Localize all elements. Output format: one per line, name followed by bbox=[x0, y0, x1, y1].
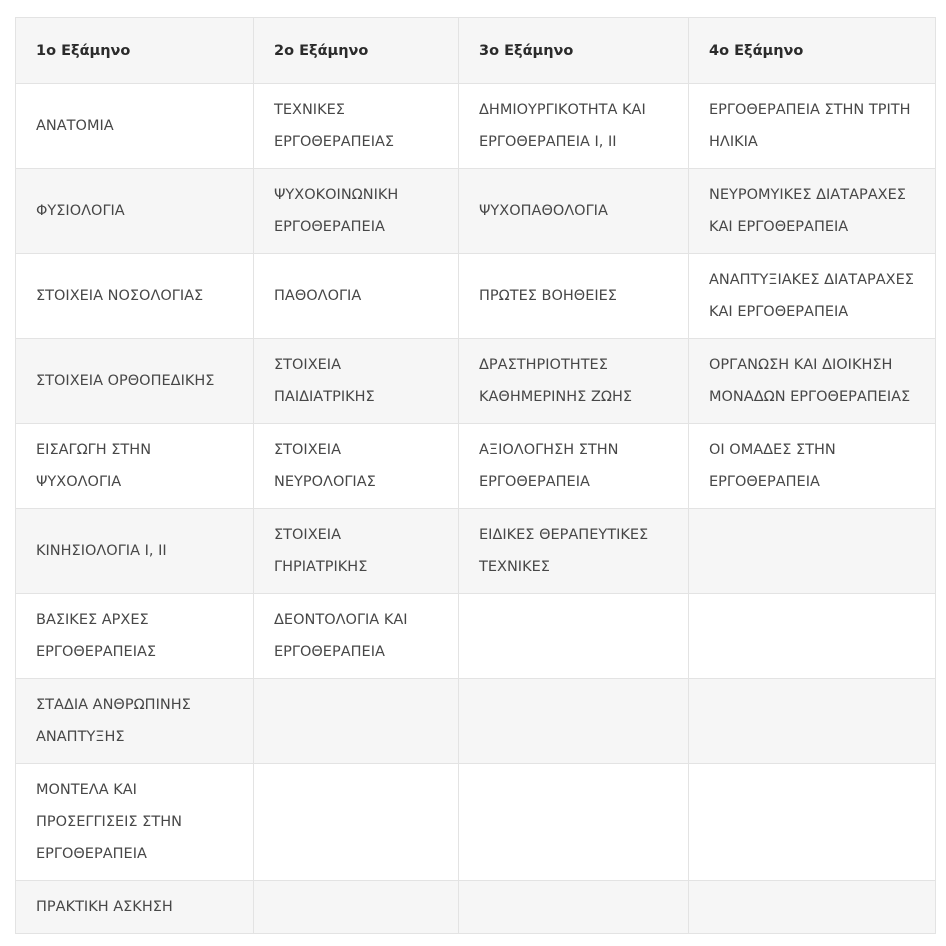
table-row bbox=[16, 169, 936, 254]
table-cell: ΠΑΘΟΛΟΓΙΑ bbox=[254, 254, 459, 339]
curriculum-table bbox=[15, 17, 936, 934]
table-header bbox=[16, 18, 936, 84]
table-row bbox=[16, 594, 936, 679]
header-row bbox=[16, 18, 936, 84]
table-cell bbox=[459, 679, 689, 764]
table-cell: ΨΥΧΟΠΑΘΟΛΟΓΙΑ bbox=[459, 169, 689, 254]
table-cell: ΕΙΣΑΓΩΓΗ ΣΤΗΝ ΨΥΧΟΛΟΓΙΑ bbox=[16, 424, 254, 509]
table-row bbox=[16, 84, 936, 169]
table-cell: ΦΥΣΙΟΛΟΓΙΑ bbox=[16, 169, 254, 254]
table-cell: ΨΥΧΟΚΟΙΝΩΝΙΚΗ ΕΡΓΟΘΕΡΑΠΕΙΑ bbox=[254, 169, 459, 254]
table-cell: ΑΝΑΤΟΜΙΑ bbox=[16, 84, 254, 169]
table-cell: ΕΡΓΟΘΕΡΑΠΕΙΑ ΣΤΗΝ ΤΡΙΤΗ ΗΛΙΚΙΑ bbox=[689, 84, 936, 169]
table-row bbox=[16, 881, 936, 934]
table-cell: ΟΡΓΑΝΩΣΗ ΚΑΙ ΔΙΟΙΚΗΣΗ ΜΟΝΑΔΩΝ ΕΡΓΟΘΕΡΑΠΕΙΑΣ bbox=[689, 339, 936, 424]
table-row bbox=[16, 339, 936, 424]
table-cell: ΣΤΟΙΧΕΙΑ ΟΡΘΟΠΕΔΙΚΗΣ bbox=[16, 339, 254, 424]
table-cell: ΔΗΜΙΟΥΡΓΙΚΟΤΗΤΑ ΚΑΙ ΕΡΓΟΘΕΡΑΠΕΙΑ Ι, ΙΙ bbox=[459, 84, 689, 169]
table-cell: ΣΤΟΙΧΕΙΑ ΝΟΣΟΛΟΓΙΑΣ bbox=[16, 254, 254, 339]
table-cell: ΣΤΟΙΧΕΙΑ ΠΑΙΔΙΑΤΡΙΚΗΣ bbox=[254, 339, 459, 424]
table-cell bbox=[459, 764, 689, 881]
table-cell bbox=[254, 679, 459, 764]
table-cell: ΣΤΟΙΧΕΙΑ ΓΗΡΙΑΤΡΙΚΗΣ bbox=[254, 509, 459, 594]
table-cell bbox=[459, 594, 689, 679]
table-cell: ΣΤΑΔΙΑ ΑΝΘΡΩΠΙΝΗΣ ΑΝΑΠΤΥΞΗΣ bbox=[16, 679, 254, 764]
table-cell: ΤΕΧΝΙΚΕΣ ΕΡΓΟΘΕΡΑΠΕΙΑΣ bbox=[254, 84, 459, 169]
table-cell: ΔΕΟΝΤΟΛΟΓΙΑ ΚΑΙ ΕΡΓΟΘΕΡΑΠΕΙΑ bbox=[254, 594, 459, 679]
table-row bbox=[16, 424, 936, 509]
table-row bbox=[16, 764, 936, 881]
table-cell: ΝΕΥΡΟΜΥΙΚΕΣ ΔΙΑΤΑΡΑΧΕΣ ΚΑΙ ΕΡΓΟΘΕΡΑΠΕΙΑ bbox=[689, 169, 936, 254]
table-cell bbox=[689, 509, 936, 594]
header-semester-1: 1ο Εξάμηνο bbox=[16, 18, 254, 84]
table-cell: ΠΡΑΚΤΙΚΗ ΑΣΚΗΣΗ bbox=[16, 881, 254, 934]
table-cell bbox=[689, 881, 936, 934]
header-semester-3: 3ο Εξάμηνο bbox=[459, 18, 689, 84]
table-cell bbox=[254, 881, 459, 934]
table-cell: ΣΤΟΙΧΕΙΑ ΝΕΥΡΟΛΟΓΙΑΣ bbox=[254, 424, 459, 509]
table-cell: ΕΙΔΙΚΕΣ ΘΕΡΑΠΕΥΤΙΚΕΣ ΤΕΧΝΙΚΕΣ bbox=[459, 509, 689, 594]
table-cell: ΠΡΩΤΕΣ ΒΟΗΘΕΙΕΣ bbox=[459, 254, 689, 339]
table-cell bbox=[254, 764, 459, 881]
table-cell: ΒΑΣΙΚΕΣ ΑΡΧΕΣ ΕΡΓΟΘΕΡΑΠΕΙΑΣ bbox=[16, 594, 254, 679]
table-cell bbox=[689, 594, 936, 679]
table-cell: ΚΙΝΗΣΙΟΛΟΓΙΑ Ι, ΙΙ bbox=[16, 509, 254, 594]
table-body bbox=[16, 84, 936, 934]
table-row bbox=[16, 254, 936, 339]
table-row bbox=[16, 509, 936, 594]
table-cell bbox=[459, 881, 689, 934]
table-row bbox=[16, 679, 936, 764]
table-cell bbox=[689, 764, 936, 881]
header-semester-2: 2ο Εξάμηνο bbox=[254, 18, 459, 84]
table-cell: ΟΙ ΟΜΑΔΕΣ ΣΤΗΝ ΕΡΓΟΘΕΡΑΠΕΙΑ bbox=[689, 424, 936, 509]
table-cell: ΑΞΙΟΛΟΓΗΣΗ ΣΤΗΝ ΕΡΓΟΘΕΡΑΠΕΙΑ bbox=[459, 424, 689, 509]
table-cell: ΑΝΑΠΤΥΞΙΑΚΕΣ ΔΙΑΤΑΡΑΧΕΣ ΚΑΙ ΕΡΓΟΘΕΡΑΠΕΙΑ bbox=[689, 254, 936, 339]
table-cell: ΜΟΝΤΕΛΑ ΚΑΙ ΠΡΟΣΕΓΓΙΣΕΙΣ ΣΤΗΝ ΕΡΓΟΘΕΡΑΠΕΙΑ bbox=[16, 764, 254, 881]
curriculum-table-container bbox=[15, 17, 935, 934]
table-cell: ΔΡΑΣΤΗΡΙΟΤΗΤΕΣ ΚΑΘΗΜΕΡΙΝΗΣ ΖΩΗΣ bbox=[459, 339, 689, 424]
table-cell bbox=[689, 679, 936, 764]
header-semester-4: 4ο Εξάμηνο bbox=[689, 18, 936, 84]
